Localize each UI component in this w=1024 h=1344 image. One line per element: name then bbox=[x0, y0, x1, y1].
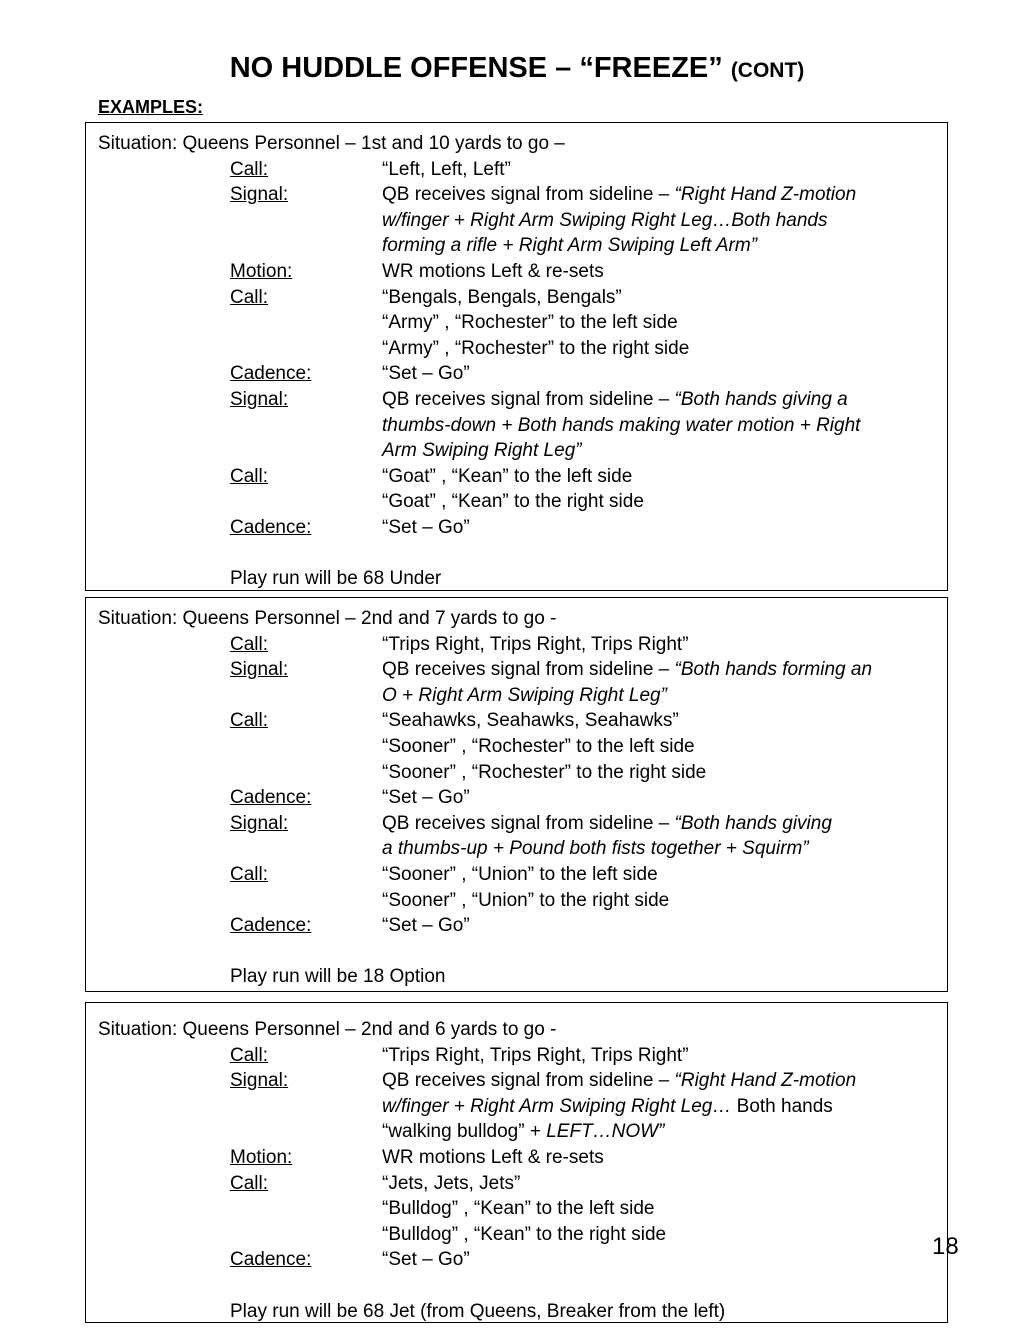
step-value: “Left, Left, Left” bbox=[382, 158, 511, 180]
step-value-continued bbox=[382, 413, 860, 439]
step-value-continued bbox=[382, 683, 667, 709]
step-value: “Set – Go” bbox=[382, 363, 470, 385]
step-value: “Jets, Jets, Jets” bbox=[382, 1172, 521, 1194]
label-colon: : bbox=[282, 659, 289, 681]
value-text: Both hands bbox=[731, 1095, 833, 1117]
step-value bbox=[382, 1068, 856, 1094]
situation-text: Situation: Queens Personnel – 1st and 10 yards to go – bbox=[98, 133, 565, 154]
value-text: “Sooner” , “Rochester” to the right side bbox=[382, 761, 707, 783]
value-italic: LEFT…NOW” bbox=[546, 1121, 665, 1143]
step-value-continued bbox=[382, 836, 809, 862]
value-text: “walking bulldog” + bbox=[382, 1121, 547, 1143]
step-label: Cadence: bbox=[230, 915, 312, 937]
label-colon: : bbox=[306, 363, 312, 385]
step-value: “Bengals, Bengals, Bengals” bbox=[382, 286, 622, 308]
value-italic: “Both hands giving bbox=[674, 812, 832, 834]
value-text: “Goat” , “Kean” to the right side bbox=[382, 491, 644, 513]
step-label: Call: bbox=[230, 1044, 269, 1066]
label-colon: : bbox=[287, 261, 293, 282]
play-text: Play run will be 18 Option bbox=[230, 966, 446, 988]
step-value: “Seahawks, Seahawks, Seahawks” bbox=[382, 710, 679, 732]
value-text: QB receives signal from sideline – bbox=[382, 389, 675, 410]
label-colon: : bbox=[262, 710, 269, 732]
step-label: Call: bbox=[230, 465, 269, 487]
example-box-2 bbox=[85, 597, 948, 992]
value-text: QB receives signal from sideline – bbox=[382, 659, 675, 681]
value-italic: “Both hands forming an bbox=[674, 659, 873, 681]
step-value-continued bbox=[382, 760, 706, 786]
value-italic: “Both hands giving a bbox=[674, 389, 848, 410]
step-label: Call: bbox=[230, 286, 269, 308]
step-label: Cadence: bbox=[230, 517, 312, 538]
play-text: Play run will be 68 Jet (from Queens, Breaker from the left) bbox=[230, 1300, 726, 1322]
situation-line bbox=[98, 131, 565, 157]
step-value-continued bbox=[382, 734, 695, 760]
value-italic: w/finger + Right Arm Swiping Right Leg…Both hands bbox=[382, 209, 828, 231]
step-value-continued bbox=[382, 888, 669, 914]
label-colon: : bbox=[282, 184, 289, 206]
step-value-continued bbox=[382, 1196, 654, 1222]
value-text: QB receives signal from sideline – bbox=[382, 1070, 675, 1092]
label-colon: : bbox=[262, 1172, 269, 1194]
label-colon: : bbox=[262, 286, 269, 308]
page-number: 18 bbox=[932, 1233, 959, 1260]
title-text: NO HUDDLE OFFENSE – “FREEZE” bbox=[229, 52, 723, 84]
value-italic: w/finger + Right Arm Swiping Right Leg… bbox=[382, 1095, 732, 1117]
step-label: Signal: bbox=[230, 812, 289, 834]
step-value: WR motions Left & re-sets bbox=[382, 1147, 604, 1168]
title-suffix: (CONT) bbox=[730, 59, 805, 82]
label-colon: : bbox=[287, 1147, 293, 1168]
value-text: “Army” , “Rochester” to the right side bbox=[382, 337, 690, 359]
value-italic: “Right Hand Z-motion bbox=[674, 184, 857, 206]
situation-line bbox=[98, 606, 556, 632]
label-colon: : bbox=[282, 812, 289, 834]
step-label: Signal: bbox=[230, 659, 289, 681]
step-label: Call: bbox=[230, 633, 269, 655]
step-value: “Trips Right, Trips Right, Trips Right” bbox=[382, 1044, 689, 1066]
step-label: Motion: bbox=[230, 261, 293, 282]
step-label: Call: bbox=[230, 710, 269, 732]
label-colon: : bbox=[262, 633, 269, 655]
value-italic: “Right Hand Z-motion bbox=[674, 1070, 857, 1092]
step-value-continued bbox=[382, 233, 757, 259]
value-text: “Bulldog” , “Kean” to the right side bbox=[382, 1223, 667, 1245]
step-value bbox=[382, 811, 832, 837]
page-title bbox=[0, 50, 1024, 89]
examples-heading: EXAMPLES: bbox=[98, 97, 204, 117]
step-value-continued bbox=[382, 336, 689, 362]
step-label: Cadence: bbox=[230, 787, 312, 809]
step-value: “Set – Go” bbox=[382, 1249, 470, 1271]
value-italic: a thumbs-up + Pound both fists together + Squirm” bbox=[382, 838, 809, 860]
step-label: Motion: bbox=[230, 1147, 293, 1168]
step-value: WR motions Left & re-sets bbox=[382, 261, 604, 282]
value-text: “Bulldog” , “Kean” to the left side bbox=[382, 1198, 655, 1220]
example-box-3 bbox=[85, 1002, 948, 1323]
situation-text: Situation: Queens Personnel – 2nd and 6 yards to go - bbox=[98, 1019, 557, 1040]
step-value: “Set – Go” bbox=[382, 517, 470, 538]
value-italic: forming a rifle + Right Arm Swiping Left Arm” bbox=[382, 235, 758, 257]
label-colon: : bbox=[306, 517, 312, 538]
label-colon: : bbox=[262, 1044, 269, 1066]
step-value-continued bbox=[382, 310, 678, 336]
value-text: QB receives signal from sideline – bbox=[382, 184, 675, 206]
step-value: “Set – Go” bbox=[382, 787, 470, 809]
step-value: “Set – Go” bbox=[382, 915, 470, 937]
step-value bbox=[382, 387, 848, 413]
label-colon: : bbox=[306, 787, 312, 809]
step-value bbox=[382, 182, 856, 208]
step-value-continued bbox=[382, 1119, 664, 1145]
label-colon: : bbox=[262, 864, 269, 885]
step-value: “Sooner” , “Union” to the left side bbox=[382, 864, 658, 885]
value-text: “Sooner” , “Rochester” to the left side bbox=[382, 736, 695, 757]
step-label: Cadence: bbox=[230, 363, 312, 385]
value-text: “Army” , “Rochester” to the left side bbox=[382, 312, 678, 334]
step-value-continued bbox=[382, 208, 828, 234]
value-italic: Arm Swiping Right Leg” bbox=[382, 440, 582, 462]
step-value bbox=[382, 657, 872, 683]
step-value-continued bbox=[382, 438, 582, 464]
step-label: Call: bbox=[230, 158, 269, 180]
label-colon: : bbox=[262, 158, 269, 180]
example-box-1 bbox=[85, 122, 948, 591]
situation-text: Situation: Queens Personnel – 2nd and 7 yards to go - bbox=[98, 608, 557, 629]
label-colon: : bbox=[262, 465, 269, 487]
situation-line bbox=[98, 1017, 556, 1043]
step-value-continued bbox=[382, 489, 644, 515]
value-italic: O + Right Arm Swiping Right Leg” bbox=[382, 684, 667, 706]
step-label: Cadence: bbox=[230, 1249, 312, 1271]
step-label: Signal: bbox=[230, 184, 289, 206]
step-value-continued bbox=[382, 1222, 666, 1248]
label-colon: : bbox=[306, 915, 312, 937]
step-label: Signal: bbox=[230, 389, 289, 410]
step-label: Call: bbox=[230, 864, 269, 885]
step-value: “Goat” , “Kean” to the left side bbox=[382, 465, 633, 487]
value-text: “Sooner” , “Union” to the right side bbox=[382, 889, 670, 911]
label-colon: : bbox=[282, 1070, 289, 1092]
step-value: “Trips Right, Trips Right, Trips Right” bbox=[382, 633, 689, 655]
play-text: Play run will be 68 Under bbox=[230, 568, 442, 590]
step-label: Call: bbox=[230, 1172, 269, 1194]
step-label: Signal: bbox=[230, 1070, 289, 1092]
step-value-continued bbox=[382, 1094, 833, 1120]
label-colon: : bbox=[306, 1249, 312, 1271]
value-text: QB receives signal from sideline – bbox=[382, 812, 675, 834]
value-italic: thumbs-down + Both hands making water motion + Right bbox=[382, 414, 861, 436]
label-colon: : bbox=[282, 389, 289, 410]
